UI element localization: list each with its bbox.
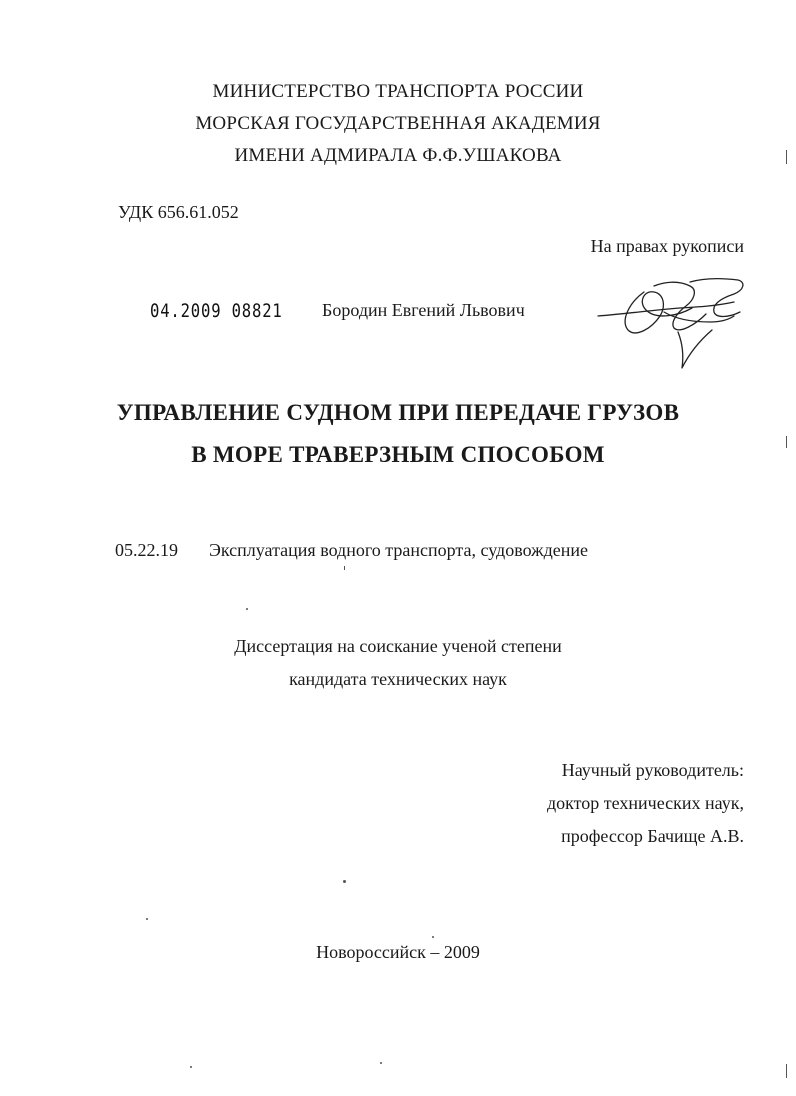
degree-line-2: кандидата технических наук <box>289 669 507 689</box>
degree-line-1: Диссертация на соискание ученой степени <box>234 636 562 656</box>
udk-code: УДК 656.61.052 <box>118 202 239 222</box>
city-year: Новороссийск – 2009 <box>316 942 480 962</box>
title-line-2: В МОРЕ ТРАВЕРЗНЫМ СПОСОБОМ <box>191 442 605 467</box>
scan-speck <box>146 918 148 920</box>
supervisor-name: профессор Бачище А.В. <box>561 826 744 846</box>
registration-stamp: 04.2009 08821 <box>150 300 283 322</box>
academy-name: МОРСКАЯ ГОСУДАРСТВЕННАЯ АКАДЕМИЯ <box>195 113 601 134</box>
title-line-1: УПРАВЛЕНИЕ СУДНОМ ПРИ ПЕРЕДАЧЕ ГРУЗОВ <box>116 400 680 425</box>
scan-speck <box>786 150 787 164</box>
specialty <box>115 540 588 561</box>
manuscript-rights-note: На правах рукописи <box>590 236 744 256</box>
institution-header <box>0 76 796 172</box>
ministry-name: МИНИСТЕРСТВО ТРАНСПОРТА РОССИИ <box>212 81 584 102</box>
scan-speck <box>432 936 434 938</box>
supervisor-label: Научный руководитель: <box>561 760 744 780</box>
academy-named-after: ИМЕНИ АДМИРАЛА Ф.Ф.УШАКОВА <box>234 145 562 166</box>
specialty-name: Эксплуатация водного транспорта, судовождение <box>209 540 588 560</box>
author-signature <box>594 272 754 372</box>
scan-speck <box>190 1066 192 1068</box>
author-name: Бородин Евгений Львович <box>322 300 525 320</box>
scan-speck <box>380 1062 382 1064</box>
dissertation-title <box>0 392 796 476</box>
scan-speck <box>246 608 248 610</box>
degree-statement <box>0 630 796 696</box>
scan-speck <box>343 880 346 883</box>
supervisor-degree: доктор технических наук, <box>547 793 744 813</box>
scan-speck <box>344 566 345 570</box>
specialty-code: 05.22.19 <box>115 540 178 560</box>
scan-speck <box>786 1064 787 1078</box>
supervisor-block <box>547 754 744 853</box>
scan-speck <box>786 436 787 448</box>
